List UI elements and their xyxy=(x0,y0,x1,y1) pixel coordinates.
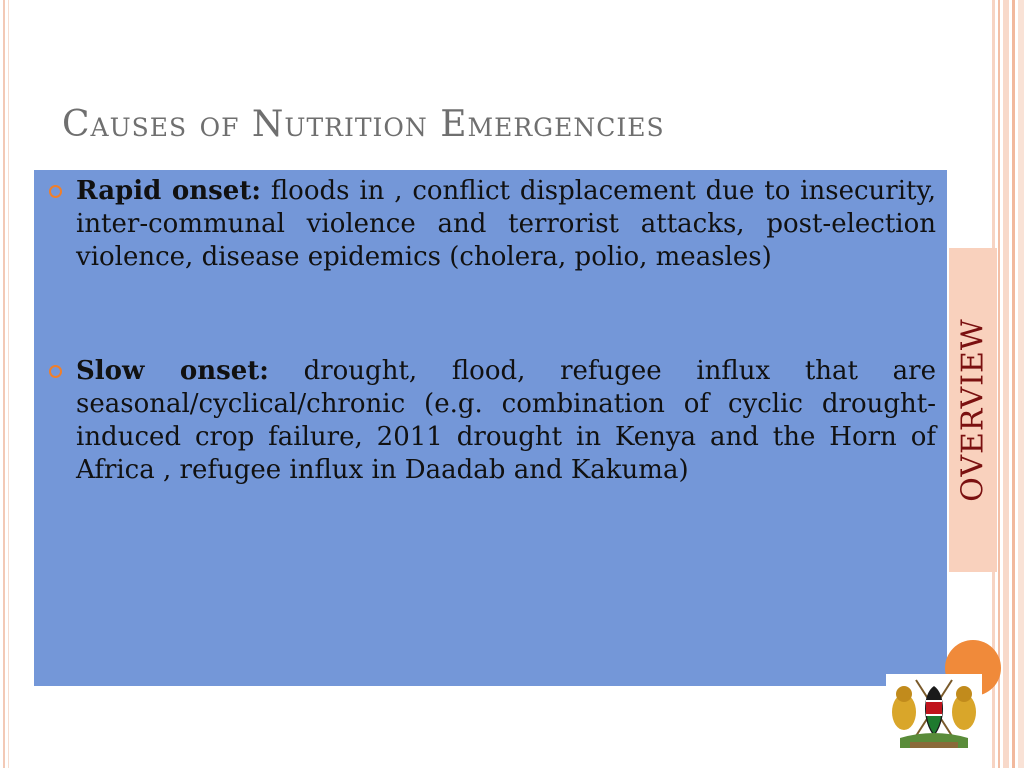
bullet-body: floods in , conflict displacement due to insecurity, inter-communal violence and terrorist attacks, post-election violence, disease epidemics (cholera, polio, measles) xyxy=(76,176,936,272)
bullet-body: drought, flood, refugee influx that are seasonal/cyclical/chronic (e.g. combination of cyclic drought-induced crop failure, 2011 drought in Kenya and the Horn of Africa , refugee influx in Daadab and Kakuma) xyxy=(76,356,936,485)
bullet-text xyxy=(76,355,936,487)
overview-tab xyxy=(949,248,997,572)
bullet-item-slow-onset xyxy=(76,355,936,487)
left-border-line-thin xyxy=(8,0,9,768)
hollow-circle-bullet-icon xyxy=(49,365,62,378)
hollow-circle-bullet-icon xyxy=(49,185,62,198)
bullet-item-rapid-onset xyxy=(76,175,936,274)
overview-label: OVERVIEW xyxy=(955,318,991,502)
stripe xyxy=(1012,0,1015,768)
slide-title: Causes of Nutrition Emergencies xyxy=(62,104,665,145)
kenya-coat-of-arms-icon xyxy=(886,674,982,754)
content-box xyxy=(34,170,947,686)
stripe xyxy=(1003,0,1009,768)
bullet-label: Rapid onset: xyxy=(76,176,261,206)
stripe xyxy=(998,0,1000,768)
stripe xyxy=(1018,0,1024,768)
left-border-line xyxy=(3,0,5,768)
bullet-label: Slow onset: xyxy=(76,356,269,386)
bullet-text xyxy=(76,175,936,274)
